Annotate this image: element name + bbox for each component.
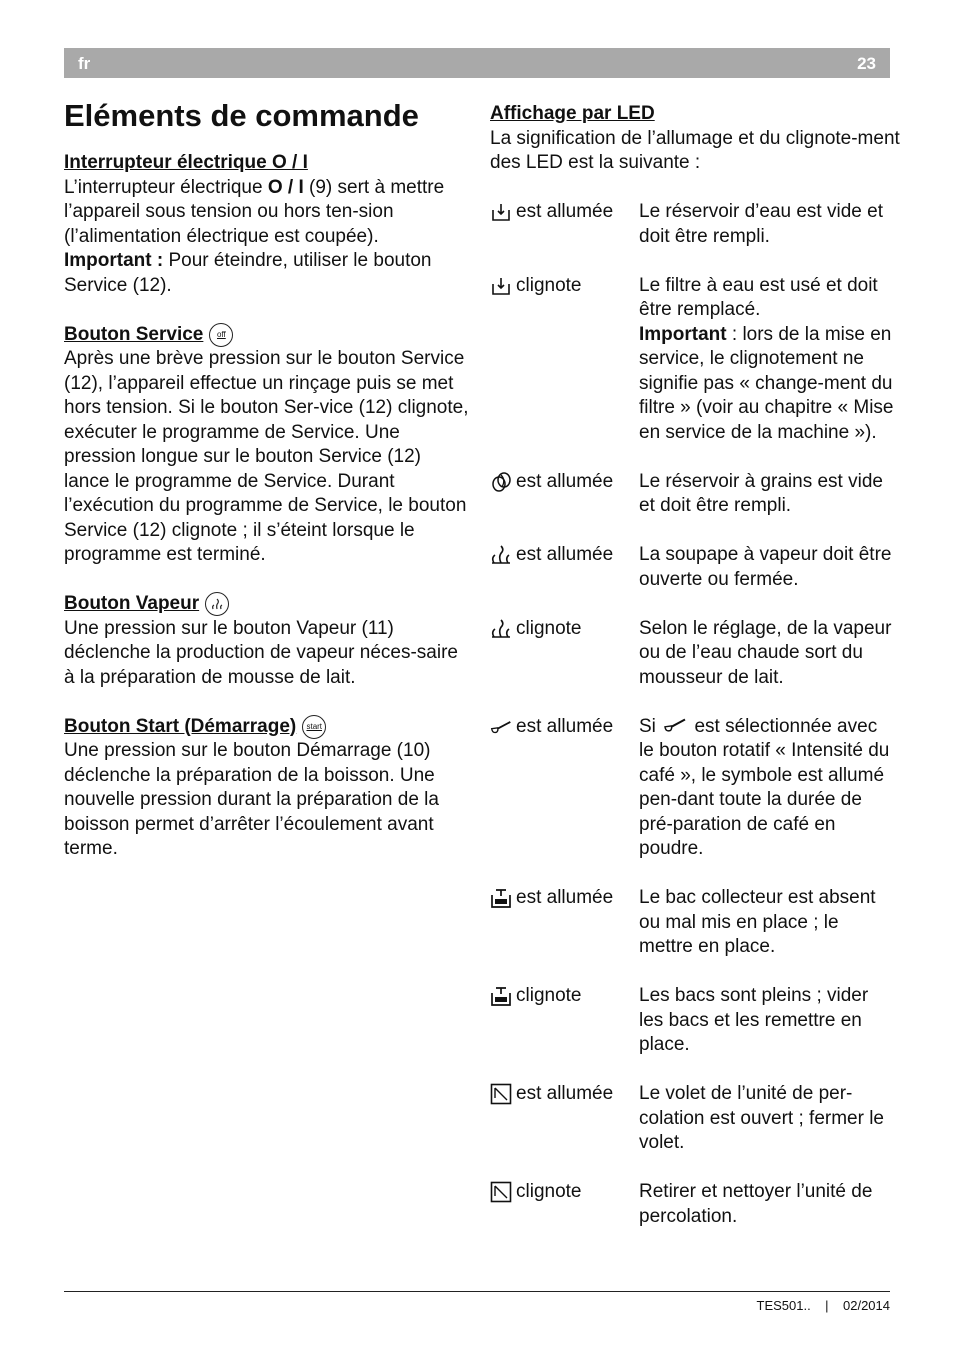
service-heading-label: Bouton Service: [64, 323, 204, 345]
led-description: [639, 274, 894, 446]
led-state: est allumée: [516, 1083, 614, 1104]
spoon-icon: [490, 716, 512, 738]
led-description: Le réservoir à grains est vide et doit être rempli.: [639, 470, 883, 516]
language-code: fr: [78, 54, 91, 73]
important-text: Pour éteindre, utiliser le bouton Service (12).: [64, 250, 432, 296]
spoon-icon: [661, 715, 689, 735]
power-symbol: O / I: [267, 176, 304, 198]
led-state: est allumée: [516, 470, 614, 492]
led-heading: Affichage par LED: [490, 103, 655, 124]
right-column: [490, 102, 900, 1229]
led-desc-text: est sélectionnée avec le bouton rotatif « Intensité du café », le symbole est allumé pen-dant toute la durée de pré-paration de café en poudre.: [639, 715, 890, 859]
led-description: Le volet de l’unité de per-colation est ouvert ; fermer le volet.: [639, 1083, 884, 1153]
water-tank-icon: [490, 275, 512, 297]
steam-icon: [490, 544, 512, 566]
led-intro: La signification de l’allumage et du clignote-ment des LED est la suivante :: [490, 127, 900, 173]
steam-button-icon: [205, 592, 229, 616]
led-row: [490, 617, 900, 691]
power-text-a: L’interrupteur électrique: [64, 176, 268, 198]
led-row: [490, 200, 900, 249]
power-switch-text: [64, 176, 469, 250]
steam-icon: [490, 618, 512, 640]
start-icon: start: [302, 715, 326, 739]
important-label: Important :: [64, 250, 164, 271]
led-desc-prefix: Si: [639, 715, 662, 737]
header-bar: [64, 48, 890, 78]
led-desc-important-text: : lors de la mise en service, le clignotement ne signifie pas « change-ment du filtre » (voir au chapitre « Mise en service de la machine »).: [639, 323, 894, 443]
footer-separator: |: [825, 1298, 829, 1313]
steam-section: [64, 592, 469, 690]
led-row: [490, 1082, 900, 1156]
led-row: [490, 470, 900, 519]
led-state: est allumée: [516, 715, 614, 737]
important-label: Important: [639, 323, 727, 345]
led-state: clignote: [516, 985, 582, 1006]
led-description: Le réservoir d’eau est vide et doit être rempli.: [639, 201, 883, 247]
led-description: Retirer et nettoyer l’unité de percolation.: [639, 1181, 873, 1227]
service-text: Après une brève pression sur le bouton Service (12), l’appareil effectue un rinçage puis se met hors tension. Si le bouton Ser-vice (12) clignote, exécuter le programme de Service. Une pression longue sur le bouton Service (12) lance le programme de Service. Durant l’exécution du programme de Service, le bouton Service (12) clignote ; il s’éteint lorsque le programme est terminé.: [64, 348, 469, 565]
publication-date: 02/2014: [843, 1298, 890, 1313]
led-description: [639, 715, 894, 862]
led-state: clignote: [516, 1181, 582, 1202]
power-switch-section: [64, 151, 469, 298]
door-icon: [490, 1083, 512, 1105]
led-state: est allumée: [516, 544, 614, 565]
led-desc-text: Le filtre à eau est usé et doit être remplacé.: [639, 274, 878, 320]
page-number: 23: [857, 54, 876, 73]
led-row: [490, 984, 900, 1058]
steam-heading: [64, 592, 469, 617]
drip-tray-icon: [490, 985, 512, 1007]
power-text-b: (9) sert à mettre l’appareil sous tension ou hors ten-sion (l’alimentation électrique est coupée).: [64, 176, 445, 247]
water-tank-icon: [490, 201, 512, 223]
beans-icon: [490, 471, 512, 493]
led-state: clignote: [516, 617, 582, 639]
service-off-icon: off: [209, 323, 233, 347]
steam-text: Une pression sur le bouton Vapeur (11) déclenche la production de vapeur néces-saire à la préparation de mousse de lait.: [64, 617, 458, 688]
led-description: Le bac collecteur est absent ou mal mis en place ; le mettre en place.: [639, 887, 876, 957]
led-row: [490, 1180, 900, 1229]
led-row: [490, 274, 900, 446]
led-row: [490, 886, 900, 960]
led-row: [490, 715, 900, 862]
power-important: [64, 249, 469, 298]
led-description: Selon le réglage, de la vapeur ou de l’eau chaude sort du mousseur de lait.: [639, 617, 892, 688]
led-state: est allumée: [516, 201, 614, 222]
led-description: Les bacs sont pleins ; vider les bacs et les remettre en place.: [639, 985, 869, 1055]
start-heading: [64, 715, 469, 740]
steam-heading-label: Bouton Vapeur: [64, 593, 200, 614]
service-section: [64, 323, 469, 568]
footer: [757, 1298, 891, 1313]
led-state: est allumée: [516, 887, 614, 908]
footer-divider: [64, 1291, 890, 1292]
page-title: Eléments de commande: [64, 98, 419, 133]
led-state: clignote: [516, 274, 582, 296]
left-column: [64, 151, 469, 886]
led-row: [490, 543, 900, 592]
led-description: La soupape à vapeur doit être ouverte ou fermée.: [639, 544, 892, 590]
service-heading: [64, 323, 469, 348]
door-icon: [490, 1181, 512, 1203]
start-heading-label: Bouton Start (Démarrage): [64, 715, 297, 737]
start-text: Une pression sur le bouton Démarrage (10) déclenche la préparation de la boisson. Une nouvelle pression durant la préparation de la boisson permet d’arrêter l’écoulement avant terme.: [64, 740, 439, 859]
drip-tray-icon: [490, 887, 512, 909]
start-section: [64, 715, 469, 862]
model-number: TES501..: [756, 1298, 811, 1313]
power-switch-heading: Interrupteur électrique O / I: [64, 152, 308, 173]
